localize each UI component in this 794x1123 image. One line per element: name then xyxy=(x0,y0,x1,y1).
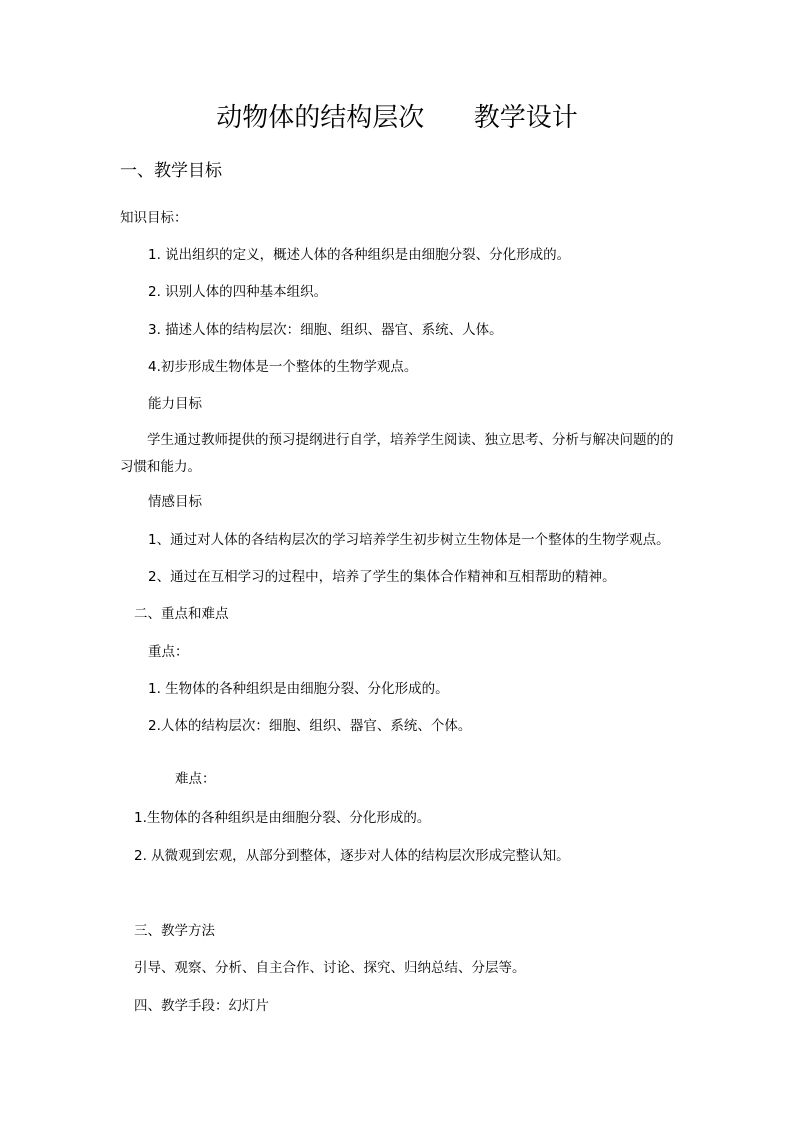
key-item-2: 2.人体的结构层次：细胞、组织、器官、系统、个体。 xyxy=(148,718,472,734)
knowledge-item-3: 3. 描述人体的结构层次：细胞、组织、器官、系统、人体。 xyxy=(148,322,503,338)
ability-objectives-label: 能力目标 xyxy=(148,396,202,412)
section-heading-methods: 三、教学方法 xyxy=(134,923,215,939)
difficult-points-label: 难点： xyxy=(175,771,216,787)
difficult-item-2: 2. 从微观到宏观，从部分到整体，逐步对人体的结构层次形成完整认知。 xyxy=(134,848,570,864)
knowledge-item-2: 2. 识别人体的四种基本组织。 xyxy=(148,284,328,300)
key-points-label: 重点： xyxy=(148,644,189,660)
section-heading-tools: 四、教学手段：幻灯片 xyxy=(134,998,269,1014)
key-item-1: 1. 生物体的各种组织是由细胞分裂、分化形成的。 xyxy=(148,681,449,697)
emotion-objectives-label: 情感目标 xyxy=(148,494,202,510)
emotion-item-2: 2、通过在互相学习的过程中，培养了学生的集体合作精神和互相帮助的精神。 xyxy=(148,569,616,585)
difficult-item-1: 1.生物体的各种组织是由细胞分裂、分化形成的。 xyxy=(134,810,431,826)
methods-text: 引导、观察、分析、自主合作、讨论、探究、归纳总结、分层等。 xyxy=(134,960,526,976)
section-heading-objectives: 一、教学目标 xyxy=(120,161,222,181)
ability-objectives-text: 学生通过教师提供的预习提纲进行自学，培养学生阅读、独立思考、分析与解决问题的的习惯和能力。 xyxy=(120,432,674,475)
knowledge-item-1: 1. 说出组织的定义，概述人体的各种组织是由细胞分裂、分化形成的。 xyxy=(148,247,571,263)
emotion-item-1: 1、通过对人体的各结构层次的学习培养学生初步树立生物体是一个整体的生物学观点。 xyxy=(148,532,670,548)
knowledge-objectives-label: 知识目标： xyxy=(120,210,188,226)
knowledge-item-4: 4.初步形成生物体是一个整体的生物学观点。 xyxy=(148,359,418,375)
section-heading-key-points: 二、重点和难点 xyxy=(134,606,229,622)
document-title: 动物体的结构层次 教学设计 xyxy=(216,103,578,133)
